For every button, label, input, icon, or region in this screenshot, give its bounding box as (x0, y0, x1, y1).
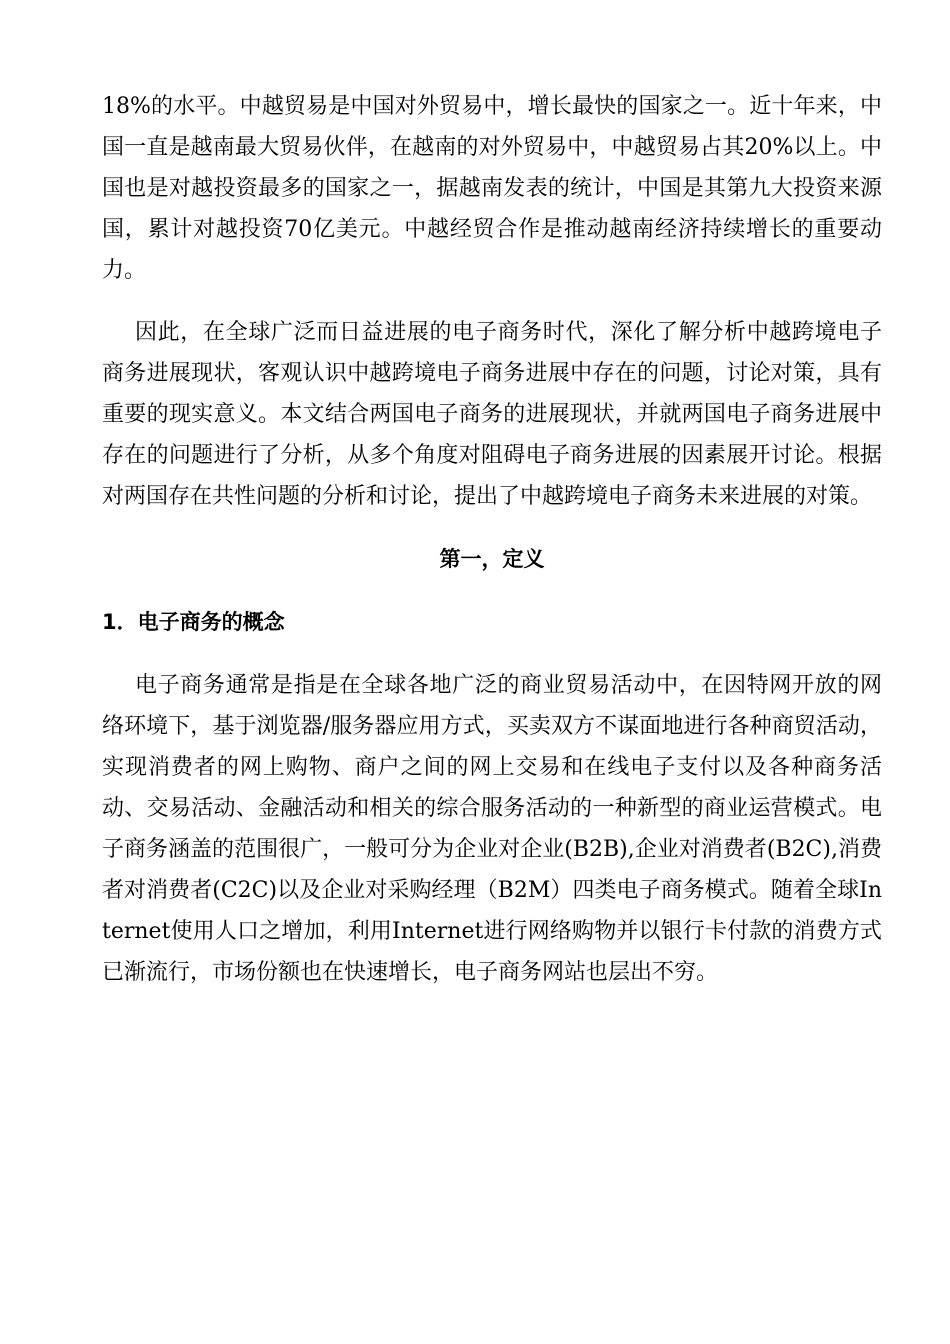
subsection-title: 1．电子商务的概念 (102, 610, 285, 634)
document-body (102, 86, 882, 993)
paragraph-research-purpose: 因此，在全球广泛而日益进展的电子商务时代，深化了解分析中越跨境电子商务进展现状，客观认识中越跨境电子商务进展中存在的问题，讨论对策，具有重要的现实意义。本文结合两国电子商务的进展现状，并就两国电子商务进展中存在的问题进行了分析，从多个角度对阻碍电子商务进展的因素展开讨论。根据对两国存在共性问题的分析和讨论，提出了中越跨境电子商务未来进展的对策。 (102, 320, 882, 509)
paragraph-ecommerce-definition: 电子商务通常是指是在全球各地广泛的商业贸易活动中，在因特网开放的网络环境下，基于浏览器/服务器应用方式，买卖双方不谋面地进行各种商贸活动，实现消费者的网上购物、商户之间的网上交易和在线电子支付以及各种商务活动、交易活动、金融活动和相关的综合服务活动的一种新型的商业运营模式。电子商务涵盖的范围很广，一般可分为企业对企业(B2B),企业对消费者(B2C),消费者对消费者(C2C)以及企业对采购经理（B2M）四类电子商务模式。随着全球Internet使用人口之增加，利用Internet进行网络购物并以银行卡付款的消费方式已渐流行，市场份额也在快速增长，电子商务网站也层出不穷。 (102, 673, 882, 985)
section-title: 第一，定义 (439, 547, 545, 571)
paragraph-trade-overview: 18%的水平。中越贸易是中国对外贸易中，增长最快的国家之一。近十年来，中国一直是越南最大贸易伙伴，在越南的对外贸易中，中越贸易占其20%以上。中国也是对越投资最多的国家之一，据越南发表的统计，中国是其第九大投资来源国，累计对越投资70亿美元。中越经贸合作是推动越南经济持续增长的重要动力。 (102, 94, 882, 283)
